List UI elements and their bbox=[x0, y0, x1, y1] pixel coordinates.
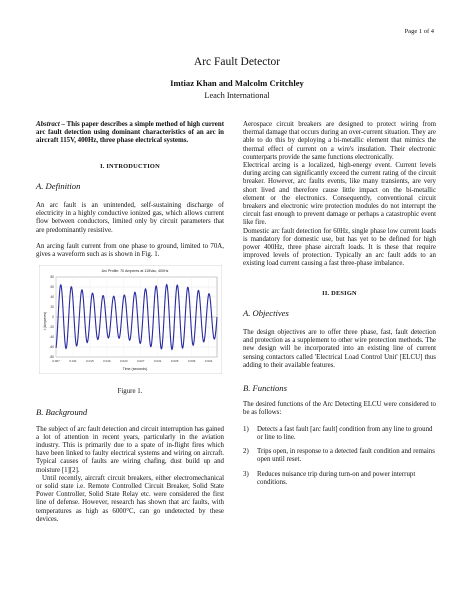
chart-frame bbox=[39, 265, 222, 374]
subsection-background-heading: B. Background bbox=[36, 407, 88, 418]
x-tick-label: 0.011 bbox=[69, 359, 77, 364]
arc-profile-chart bbox=[39, 265, 222, 374]
x-tick-label: 0.043 bbox=[204, 359, 213, 364]
y-tick-label: 20 bbox=[50, 305, 54, 310]
x-tick-label: 0.039 bbox=[187, 359, 196, 364]
x-tick-label: 0.019 bbox=[103, 359, 111, 364]
x-tick-label: 0.035 bbox=[170, 359, 179, 364]
right-paragraph-3: Domestic arc fault detection for 60Hz, single phase low current loads is mandatory for domestic use, but has yet to be defined for high power 400Hz, three phase aircraft loads. It is these that require improved levels of protection. Typically an arc fault adds to an existing load current causing a fast three-phase imbalance. bbox=[243, 227, 436, 268]
functions-list-item bbox=[243, 426, 436, 442]
paper-affiliation: Leach International bbox=[204, 91, 270, 100]
functions-list-item bbox=[243, 471, 436, 487]
chart-y-axis-label: I (Amperes) bbox=[43, 311, 47, 331]
functions-list-item bbox=[243, 448, 436, 464]
objectives-paragraph: The design objectives are to offer three phase, fast, fault detection and protection as a supplement to other wire protection methods. The new design will be incorporated into an existing line of current sensing contactors called 'Electrical Load Control Unit' [ELCU] thus adding to their available features. bbox=[243, 329, 436, 369]
list-item-number: 3) bbox=[243, 470, 249, 478]
subsection-functions-heading: B. Functions bbox=[243, 383, 287, 394]
functions-paragraph: The desired functions of the Arc Detecting ELCU were considered to be as follows: bbox=[243, 401, 436, 417]
list-item-text: Reduces nuisance trip during turn-on and power interrupt conditions. bbox=[257, 470, 416, 486]
abstract bbox=[36, 121, 224, 146]
definition-paragraph-2: An arcing fault current from one phase to ground, limited to 70A, gives a waveform such as is shown in Fig. 1. bbox=[36, 242, 224, 259]
y-tick-label: -60 bbox=[49, 345, 54, 350]
left-column bbox=[36, 121, 224, 524]
y-tick-label: -40 bbox=[49, 335, 54, 340]
background-paragraph-2: Until recently, aircraft circuit breakers, either electromechanical or solid state i.e. Remote Controlled Circuit Breaker, Solid State Power Controller, Solid State Relay etc. were considered the first line of defense. However, research has shown that arc faults, with temperatures as high as 6000°C, can go undetected by these devices. bbox=[36, 474, 224, 523]
paper-authors: Imtiaz Khan and Malcolm Critchley bbox=[170, 78, 304, 88]
y-tick-label: 80 bbox=[50, 275, 54, 280]
definition-paragraph-1: An arc fault is an unintended, self-sustaining discharge of electricity in a highly conductive ionized gas, which allows current flow between conductors, limited only by circuit parameters that are predominantly resistive. bbox=[36, 202, 224, 234]
x-tick-label: 0.027 bbox=[136, 359, 145, 364]
subsection-objectives-heading: A. Objectives bbox=[243, 307, 289, 318]
y-tick-label: 60 bbox=[50, 285, 54, 290]
abstract-text: This paper describes a simple method of high current arc fault detection using dominant characteristics of an arc in aircraft 115V, 400Hz, three phase electrical systems. bbox=[36, 121, 224, 145]
x-tick-label: 0.015 bbox=[86, 359, 94, 364]
y-tick-label: 0 bbox=[52, 315, 54, 320]
section-introduction-heading: I. INTRODUCTION bbox=[100, 162, 160, 170]
abstract-label: Abstract – bbox=[36, 121, 65, 128]
subsection-definition-heading: A. Definition bbox=[36, 180, 81, 191]
functions-list bbox=[243, 426, 436, 487]
x-tick-label: 0.007 bbox=[52, 359, 60, 364]
chart-title: Arc Profile: 70 Amperes at 115Vac, 400Hz bbox=[101, 269, 169, 274]
paper-title: Arc Fault Detector bbox=[193, 56, 281, 68]
right-paragraph-2: Electrical arcing is a localized, high-energy event. Current levels during arcing can significantly exceed the current rating of the circuit breaker. However, arc faults events, like many transients, are very short lived and therefore cause little impact on the bi-metallic element or the electronics. Consequently, conventional circuit breakers and electronic wire protection modules do not interrupt the circuit fast enough to prevent damage or perhaps a catastrophic event like fire. bbox=[243, 162, 436, 227]
list-item-text: Detects a fast fault [arc fault] condition from any line to ground or line to line. bbox=[257, 425, 433, 441]
background-paragraph-1: The subject of arc fault detection and circuit interruption has gained a lot of attention in recent years, particularly in the aviation industry. This is primarily due to a spate of in-flight fires which have been linked to faulty electrical systems and wiring on aircraft. Typical causes of faults are wiring chafing, dust build up and moisture [1][2]. bbox=[36, 425, 224, 474]
y-tick-label: -20 bbox=[49, 325, 54, 330]
list-item-number: 1) bbox=[243, 425, 249, 433]
page-number: Page 1 of 4 bbox=[404, 28, 434, 35]
x-tick-label: 0.031 bbox=[153, 359, 162, 364]
list-item-number: 2) bbox=[243, 448, 249, 456]
section-design-heading: II. DESIGN bbox=[322, 289, 357, 297]
right-paragraph-1: Aerospace circuit breakers are designed to protect wiring from thermal damage that occurs during an over-current situation. They are able to do this by deploying a bi-metallic element that mimics the thermal effect of current on a wire's insulation. Their electronic counterparts provide the same functions electronically. bbox=[243, 121, 436, 161]
figure-1-chart bbox=[39, 265, 222, 374]
chart-x-axis-label: Time (seconds) bbox=[122, 367, 148, 372]
right-column bbox=[243, 121, 436, 493]
x-tick-label: 0.023 bbox=[120, 359, 128, 364]
y-tick-label: 40 bbox=[50, 295, 54, 300]
y-tick-label: -80 bbox=[49, 355, 54, 360]
figure-1-caption: Figure 1. bbox=[117, 388, 143, 396]
list-item-text: Trips open, in response to a detected fault condition and remains open until reset. bbox=[257, 448, 435, 464]
